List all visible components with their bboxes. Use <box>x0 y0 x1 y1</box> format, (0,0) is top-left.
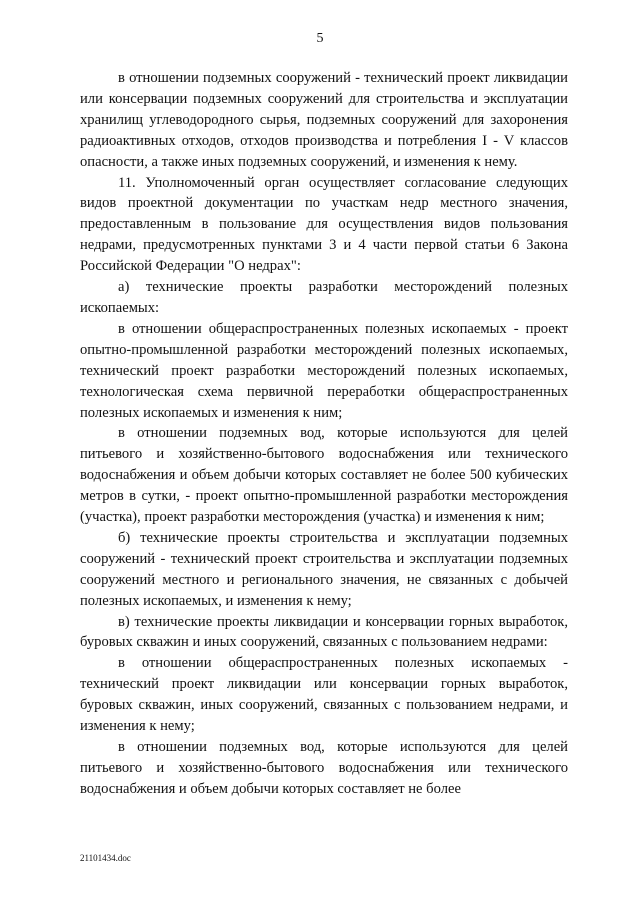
paragraph-item-a: а) технические проекты разработки месторождений полезных ископаемых: <box>80 279 568 316</box>
paragraph-groundwater-liquidation: в отношении подземных вод, которые используются для целей питьевого и хозяйственно-бытового водоснабжения или технического водоснабжения и объем добычи которых составляет не более <box>80 739 568 797</box>
paragraph-common-minerals-liquidation: в отношении общераспространенных полезных ископаемых - технический проект ликвидации или консервации горных выработок, буровых скважин, иных сооружений, связанных с пользованием недрами, и изменения к нему; <box>80 655 568 735</box>
document-body <box>80 68 568 800</box>
paragraph-item-b: б) технические проекты строительства и эксплуатации подземных сооружений - технический проект строительства и эксплуатации подземных сооружений местного и регионального значения, не связанных с добычей полезных ископаемых, и изменения к нему; <box>80 529 568 609</box>
page-number: 5 <box>316 31 324 46</box>
paragraph-item-11: 11. Уполномоченный орган осуществляет согласование следующих видов проектной документации по участкам недр местного значения, предоставленным в пользование для осуществления видов пользования недрами, предусмотренных пунктами 3 и 4 части первой статьи 6 Закона Российской Федерации "О недрах": <box>80 174 568 275</box>
document-filename: 21101434.doc <box>80 853 131 863</box>
paragraph-groundwater-development: в отношении подземных вод, которые используются для целей питьевого и хозяйственно-бытового водоснабжения или технического водоснабжения и объем добычи которых составляет не более 500 кубических метров в сутки, - проект опытно-промышленной разработки месторождения (участка), проект разработки месторождения (участка) и изменения к ним; <box>80 425 568 526</box>
paragraph-common-minerals-development: в отношении общераспространенных полезных ископаемых - проект опытно-промышленной разработки месторождений полезных ископаемых, технический проект разработки месторождений полезных ископаемых, технологическая схема первичной переработки общераспространенных полезных ископаемых и изменения к ним; <box>80 320 568 421</box>
paragraph-underground-structures-liquidation: в отношении подземных сооружений - технический проект ликвидации или консервации подземных сооружений для строительства и эксплуатации хранилищ углеводородного сырья, подземных сооружений для захоронения радиоактивных отходов, отходов производства и потребления I - V классов опасности, а также иных подземных сооружений, и изменения к нему. <box>80 70 568 170</box>
paragraph-item-v: в) технические проекты ликвидации и консервации горных выработок, буровых скважин и иных сооружений, связанных с пользованием недрами: <box>80 613 568 651</box>
